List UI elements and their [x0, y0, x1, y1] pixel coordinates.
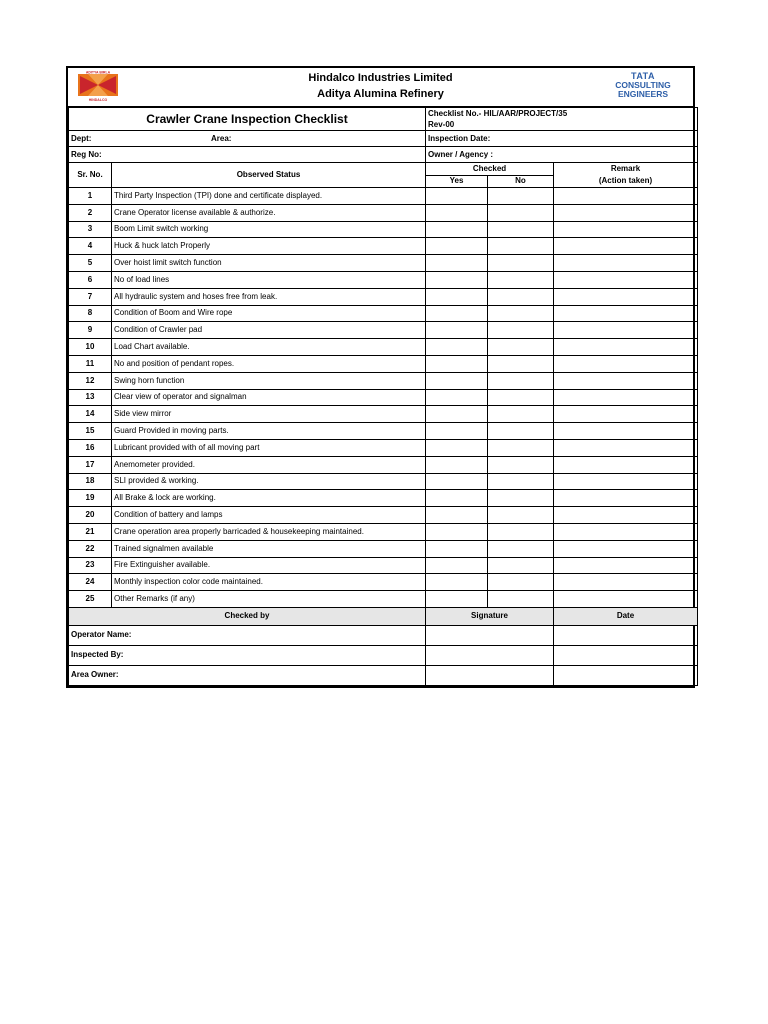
- remark-cell[interactable]: [554, 372, 698, 389]
- row-number: 3: [69, 221, 112, 238]
- remark-cell[interactable]: [554, 355, 698, 372]
- row-item-text: Lubricant provided with of all moving part: [112, 439, 426, 456]
- yes-cell[interactable]: [426, 473, 488, 490]
- table-row: [69, 271, 698, 288]
- yes-cell[interactable]: [426, 423, 488, 440]
- table-row: [69, 507, 698, 524]
- remark-cell[interactable]: [554, 591, 698, 608]
- yes-cell[interactable]: [426, 305, 488, 322]
- yes-cell[interactable]: [426, 188, 488, 205]
- table-row: [69, 540, 698, 557]
- row-number: 18: [69, 473, 112, 490]
- remark-cell[interactable]: [554, 271, 698, 288]
- no-cell[interactable]: [488, 574, 554, 591]
- yes-cell[interactable]: [426, 204, 488, 221]
- operator-date-cell[interactable]: [554, 625, 698, 645]
- inspector-signature-cell[interactable]: [426, 645, 554, 665]
- remark-cell[interactable]: [554, 188, 698, 205]
- row-number: 12: [69, 372, 112, 389]
- row-number: 9: [69, 322, 112, 339]
- no-cell[interactable]: [488, 389, 554, 406]
- yes-cell[interactable]: [426, 456, 488, 473]
- yes-cell[interactable]: [426, 271, 488, 288]
- checklist-sheet: [66, 66, 695, 688]
- yes-cell[interactable]: [426, 406, 488, 423]
- yes-cell[interactable]: [426, 507, 488, 524]
- yes-cell[interactable]: [426, 238, 488, 255]
- yes-cell[interactable]: [426, 591, 488, 608]
- no-cell[interactable]: [488, 305, 554, 322]
- table-row: [69, 188, 698, 205]
- table-row: [69, 372, 698, 389]
- row-item-text: Swing horn function: [112, 372, 426, 389]
- remark-cell[interactable]: [554, 305, 698, 322]
- yes-cell[interactable]: [426, 389, 488, 406]
- row-number: 25: [69, 591, 112, 608]
- remark-cell[interactable]: [554, 439, 698, 456]
- remark-cell[interactable]: [554, 204, 698, 221]
- logo-line-2: CONSULTING: [615, 80, 671, 90]
- remark-cell[interactable]: [554, 557, 698, 574]
- yes-cell[interactable]: [426, 322, 488, 339]
- row-item-text: Anemometer provided.: [112, 456, 426, 473]
- remark-cell[interactable]: [554, 540, 698, 557]
- row-number: 16: [69, 439, 112, 456]
- row-item-text: Clear view of operator and signalman: [112, 389, 426, 406]
- row-number: 20: [69, 507, 112, 524]
- col-no: No: [488, 175, 554, 188]
- remark-cell[interactable]: [554, 490, 698, 507]
- area-owner-label: Area Owner:: [69, 665, 426, 685]
- table-row: [69, 473, 698, 490]
- logo-bottom-text: HINDALCO: [88, 98, 108, 102]
- no-cell[interactable]: [488, 372, 554, 389]
- row-item-text: Side view mirror: [112, 406, 426, 423]
- remark-cell[interactable]: [554, 238, 698, 255]
- remark-cell[interactable]: [554, 507, 698, 524]
- row-item-text: Crane Operator license available & authorize.: [112, 204, 426, 221]
- row-item-text: Third Party Inspection (TPI) done and certificate displayed.: [112, 188, 426, 205]
- no-cell[interactable]: [488, 507, 554, 524]
- row-item-text: Condition of Crawler pad: [112, 322, 426, 339]
- table-row: [69, 389, 698, 406]
- no-cell[interactable]: [488, 355, 554, 372]
- col-checked: Checked: [426, 163, 554, 176]
- no-cell[interactable]: [488, 322, 554, 339]
- row-item-text: Boom Limit switch working: [112, 221, 426, 238]
- date-label: Date: [554, 607, 698, 625]
- yes-cell[interactable]: [426, 439, 488, 456]
- table-row: [69, 439, 698, 456]
- form-title: Crawler Crane Inspection Checklist: [69, 108, 426, 131]
- col-remark: Remark: [610, 164, 641, 173]
- operator-name-label: Operator Name:: [69, 625, 426, 645]
- inspected-by-label: Inspected By:: [69, 645, 426, 665]
- remark-cell[interactable]: [554, 339, 698, 356]
- table-row: [69, 574, 698, 591]
- dept-label: Dept:: [71, 133, 92, 143]
- row-number: 6: [69, 271, 112, 288]
- operator-signature-cell[interactable]: [426, 625, 554, 645]
- revision: Rev-00: [428, 120, 455, 129]
- remark-cell[interactable]: [554, 221, 698, 238]
- row-number: 1: [69, 188, 112, 205]
- table-row: [69, 490, 698, 507]
- row-number: 4: [69, 238, 112, 255]
- yes-cell[interactable]: [426, 557, 488, 574]
- no-cell[interactable]: [488, 271, 554, 288]
- table-row: [69, 339, 698, 356]
- checklist-table: [68, 107, 698, 686]
- row-number: 14: [69, 406, 112, 423]
- row-item-text: No of load lines: [112, 271, 426, 288]
- remark-cell[interactable]: [554, 574, 698, 591]
- company-name: Hindalco Industries Limited: [308, 72, 453, 84]
- remark-cell[interactable]: [554, 473, 698, 490]
- row-number: 15: [69, 423, 112, 440]
- remark-cell[interactable]: [554, 322, 698, 339]
- row-item-text: No and position of pendant ropes.: [112, 355, 426, 372]
- no-cell[interactable]: [488, 288, 554, 305]
- yes-cell[interactable]: [426, 490, 488, 507]
- table-row: [69, 288, 698, 305]
- yes-cell[interactable]: [426, 574, 488, 591]
- no-cell[interactable]: [488, 204, 554, 221]
- row-number: 17: [69, 456, 112, 473]
- row-item-text: Huck & huck latch Properly: [112, 238, 426, 255]
- col-action-taken: (Action taken): [598, 176, 653, 185]
- yes-cell[interactable]: [426, 540, 488, 557]
- row-item-text: Crane operation area properly barricaded & housekeeping maintained.: [112, 523, 426, 540]
- row-number: 13: [69, 389, 112, 406]
- owner-agency-label: Owner / Agency :: [426, 147, 698, 163]
- table-row: [69, 238, 698, 255]
- area-owner-signature-cell[interactable]: [426, 665, 554, 685]
- table-row: [69, 204, 698, 221]
- row-item-text: Monthly inspection color code maintained.: [112, 574, 426, 591]
- row-item-text: Over hoist limit switch function: [112, 255, 426, 272]
- row-number: 2: [69, 204, 112, 221]
- yes-cell[interactable]: [426, 372, 488, 389]
- yes-cell[interactable]: [426, 355, 488, 372]
- row-number: 7: [69, 288, 112, 305]
- yes-cell[interactable]: [426, 221, 488, 238]
- row-item-text: Other Remarks (if any): [112, 591, 426, 608]
- logo-line-1: TATA: [631, 71, 655, 81]
- company-title: [68, 70, 693, 102]
- table-row: [69, 322, 698, 339]
- row-number: 5: [69, 255, 112, 272]
- area-owner-date-cell[interactable]: [554, 665, 698, 685]
- tata-consulting-logo: [603, 72, 683, 99]
- remark-cell[interactable]: [554, 406, 698, 423]
- remark-cell[interactable]: [554, 523, 698, 540]
- row-item-text: All hydraulic system and hoses free from leak.: [112, 288, 426, 305]
- row-item-text: Condition of Boom and Wire rope: [112, 305, 426, 322]
- no-cell[interactable]: [488, 523, 554, 540]
- company-header: [68, 68, 693, 107]
- row-number: 21: [69, 523, 112, 540]
- logo-line-3: ENGINEERS: [617, 89, 669, 99]
- remark-cell[interactable]: [554, 389, 698, 406]
- remark-cell[interactable]: [554, 255, 698, 272]
- signature-label: Signature: [426, 607, 554, 625]
- table-row: [69, 406, 698, 423]
- row-number: 11: [69, 355, 112, 372]
- col-sr-no: Sr. No.: [69, 163, 112, 188]
- row-item-text: Load Chart available.: [112, 339, 426, 356]
- no-cell[interactable]: [488, 339, 554, 356]
- area-label: Area:: [211, 133, 232, 143]
- row-number: 22: [69, 540, 112, 557]
- row-item-text: Fire Extinguisher available.: [112, 557, 426, 574]
- table-row: [69, 221, 698, 238]
- no-cell[interactable]: [488, 238, 554, 255]
- no-cell[interactable]: [488, 439, 554, 456]
- no-cell[interactable]: [488, 221, 554, 238]
- no-cell[interactable]: [488, 591, 554, 608]
- checked-by-label: Checked by: [69, 607, 426, 625]
- yes-cell[interactable]: [426, 288, 488, 305]
- no-cell[interactable]: [488, 540, 554, 557]
- col-yes: Yes: [426, 175, 488, 188]
- row-item-text: Trained signalmen available: [112, 540, 426, 557]
- row-number: 19: [69, 490, 112, 507]
- col-observed-status: Observed Status: [112, 163, 426, 188]
- row-item-text: Condition of battery and lamps: [112, 507, 426, 524]
- inspection-date-label: Inspection Date:: [426, 131, 698, 147]
- row-item-text: Guard Provided in moving parts.: [112, 423, 426, 440]
- inspector-date-cell[interactable]: [554, 645, 698, 665]
- table-row: [69, 591, 698, 608]
- no-cell[interactable]: [488, 557, 554, 574]
- row-item-text: All Brake & lock are working.: [112, 490, 426, 507]
- no-cell[interactable]: [488, 423, 554, 440]
- no-cell[interactable]: [488, 188, 554, 205]
- no-cell[interactable]: [488, 473, 554, 490]
- row-number: 23: [69, 557, 112, 574]
- checklist-number: Checklist No.- HIL/AAR/PROJECT/35: [428, 109, 568, 118]
- row-number: 24: [69, 574, 112, 591]
- row-item-text: SLI provided & working.: [112, 473, 426, 490]
- remark-cell[interactable]: [554, 456, 698, 473]
- row-number: 10: [69, 339, 112, 356]
- table-row: [69, 423, 698, 440]
- remark-cell[interactable]: [554, 288, 698, 305]
- table-row: [69, 557, 698, 574]
- row-number: 8: [69, 305, 112, 322]
- plant-name: Aditya Alumina Refinery: [317, 88, 444, 100]
- reg-no-label: Reg No:: [69, 147, 426, 163]
- remark-cell[interactable]: [554, 423, 698, 440]
- no-cell[interactable]: [488, 255, 554, 272]
- yes-cell[interactable]: [426, 255, 488, 272]
- table-row: [69, 456, 698, 473]
- table-row: [69, 305, 698, 322]
- no-cell[interactable]: [488, 456, 554, 473]
- table-row: [69, 355, 698, 372]
- no-cell[interactable]: [488, 490, 554, 507]
- table-row: [69, 255, 698, 272]
- table-row: [69, 523, 698, 540]
- yes-cell[interactable]: [426, 523, 488, 540]
- yes-cell[interactable]: [426, 339, 488, 356]
- logo-top-text: ADITYA BIRLA: [85, 70, 111, 75]
- no-cell[interactable]: [488, 406, 554, 423]
